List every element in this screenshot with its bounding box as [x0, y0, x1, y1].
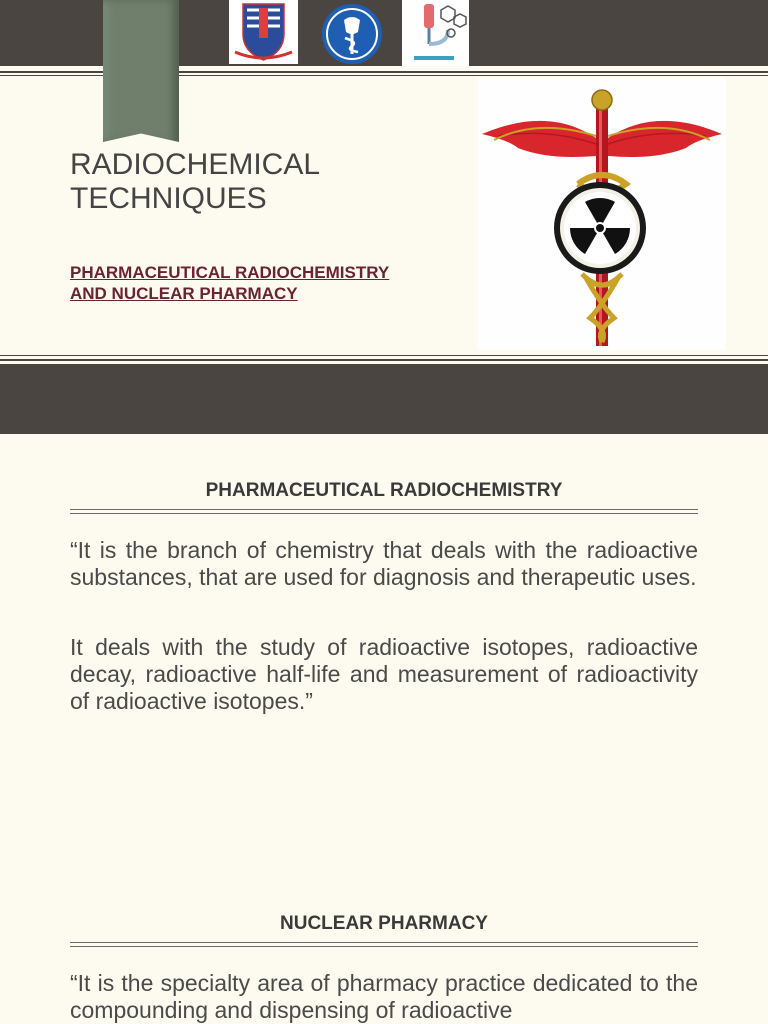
- section-underline: [70, 942, 698, 943]
- slide-title: [70, 148, 320, 216]
- subtitle-line-1: PHARMACEUTICAL RADIOCHEMISTRY: [70, 263, 390, 282]
- section-underline-second: [70, 946, 698, 947]
- mid-divider-thin: [0, 355, 768, 356]
- section-underline-second: [70, 513, 698, 514]
- definition-paragraph-2: It deals with the study of radioactive isotopes, radioactive decay, radioactive half-life and measurement of radioactivity of radioactive isotopes.”: [70, 634, 698, 714]
- title-line-1: RADIOCHEMICAL: [70, 148, 321, 181]
- section-heading-radiochemistry: PHARMACEUTICAL RADIOCHEMISTRY: [205, 480, 563, 501]
- university-crest-logo: [229, 0, 298, 64]
- section-heading-nuclear-pharmacy: NUCLEAR PHARMACY: [280, 913, 488, 934]
- definition-paragraph-3: “It is the specialty area of pharmacy practice dedicated to the compounding and dispensing of radioactive: [70, 970, 698, 1023]
- title-line-2: TECHNIQUES: [70, 182, 267, 215]
- slide-subtitle: [70, 262, 389, 304]
- definition-paragraph-1: “It is the branch of chemistry that deals with the radioactive substances, that are used for diagnosis and therapeutic uses.: [70, 537, 698, 590]
- caduceus-radiation-icon: [478, 78, 726, 350]
- lab-microscope-logo: [402, 0, 469, 66]
- bookmark-ribbon: [103, 0, 179, 142]
- mid-divider: [0, 359, 768, 361]
- pharmacy-emblem-logo: [320, 2, 384, 66]
- subtitle-line-2: AND NUCLEAR PHARMACY: [70, 284, 298, 303]
- section-underline: [70, 509, 698, 510]
- middle-band: [0, 364, 768, 434]
